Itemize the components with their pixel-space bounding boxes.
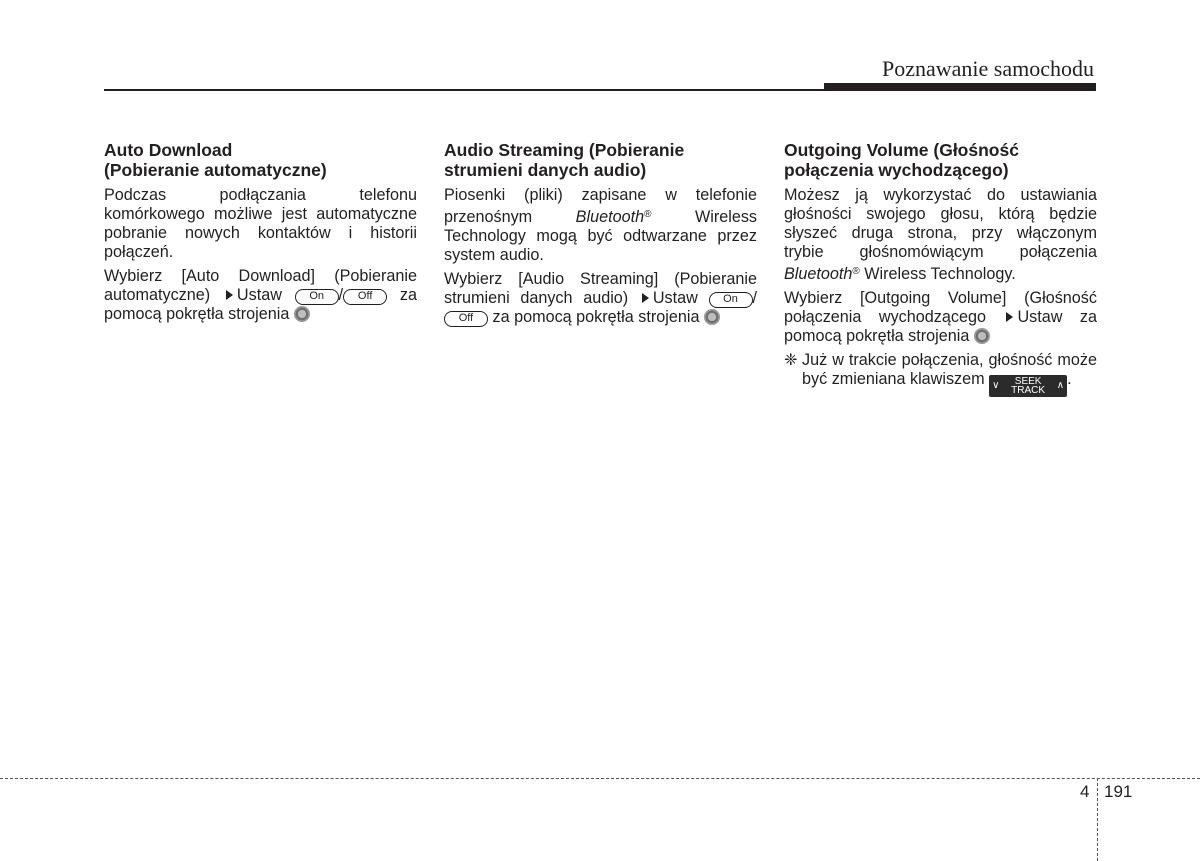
off-button-icon: Off xyxy=(444,311,488,327)
arrow-right-icon xyxy=(226,290,233,300)
on-button-icon: On xyxy=(709,292,753,308)
note-star-icon: ❈ xyxy=(784,351,798,369)
section-outgoing-volume xyxy=(784,140,1097,402)
paragraph: Wybierz [Auto Download] (Pobieranie automatyczne) Ustaw On / Off za pomocą pokrętła strojenia xyxy=(104,267,418,323)
paragraph: Podczas podłączania telefonu komórkowego możliwe jest automatyczne pobranie nowych kontaktów i historii połączeń. xyxy=(104,186,417,261)
paragraph: Piosenki (pliki) zapisane w telefonie przenośnym Bluetooth® Wireless Technology mogą być odtwarzane przez system audio. xyxy=(444,186,758,264)
chevron-up-icon: ∧ xyxy=(1056,380,1065,391)
section-heading: Outgoing Volume (Głośność połączenia wychodzącego) xyxy=(784,140,1019,180)
arrow-right-icon xyxy=(642,293,649,303)
section-audio-streaming xyxy=(444,140,757,332)
footer-vertical-dashed-rule xyxy=(1097,778,1098,861)
arrow-right-icon xyxy=(1006,312,1013,322)
chevron-down-icon: ∨ xyxy=(992,380,1000,391)
chapter-number: 4 xyxy=(1080,782,1090,801)
header-rule-thin xyxy=(104,89,824,91)
footer-dashed-rule xyxy=(0,778,1200,779)
tuning-knob-icon xyxy=(704,309,720,325)
note: ❈ Już w trakcie połączenia, głośność może być zmieniana klawiszem ∨ SEEK TRACK ∧ . xyxy=(784,351,1097,396)
page-header-title: Poznawanie samochodu xyxy=(882,56,1094,81)
on-button-icon: On xyxy=(295,289,339,305)
paragraph: Wybierz [Audio Streaming] (Pobieranie strumieni danych audio) Ustaw On / Off za pomocą pokrętła strojenia xyxy=(444,270,758,326)
header-rule-thick xyxy=(824,83,1096,91)
off-button-icon: Off xyxy=(343,289,387,305)
seek-track-button-icon: ∨ SEEK TRACK ∧ xyxy=(989,375,1067,397)
tuning-knob-icon xyxy=(294,306,310,322)
page-number: 191 xyxy=(1104,782,1133,801)
paragraph: Wybierz [Outgoing Volume] (Głośność połączenia wychodzącego Ustaw za pomocą pokrętła strojenia xyxy=(784,289,1098,345)
paragraph: Możesz ją wykorzystać do ustawiania głośności swojego głosu, którą będzie słyszeć druga strona, przy włączonym trybie głośnomówiącym połączenia Bluetooth® Wireless Technology. xyxy=(784,186,1097,283)
tuning-knob-icon xyxy=(974,328,990,344)
section-auto-download xyxy=(104,140,417,329)
section-heading: Auto Download (Pobieranie automatyczne) xyxy=(104,140,327,180)
section-heading: Audio Streaming (Pobieranie strumieni danych audio) xyxy=(444,140,685,180)
